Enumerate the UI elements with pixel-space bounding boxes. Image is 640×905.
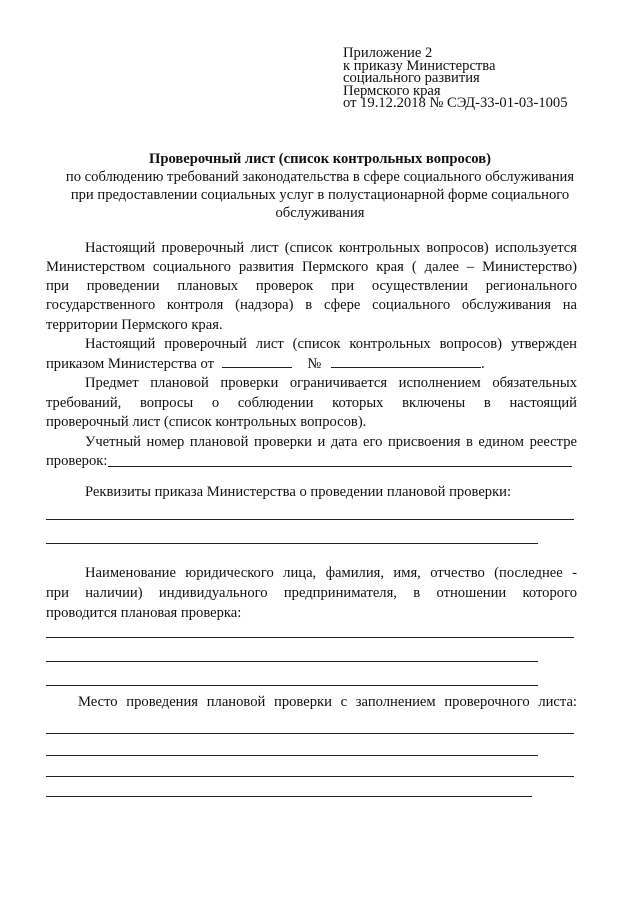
appendix-line-4: Пермского края — [343, 82, 441, 99]
p3-line-2: требований, вопросы о соблюдении которых включены в настоящий — [46, 395, 577, 411]
p4-line-1: Учетный номер плановой проверки и дата его присвоения в едином реестре — [85, 434, 577, 450]
period: . — [480, 356, 485, 372]
p2-line-2 — [46, 354, 485, 373]
appendix-line-1: Приложение 2 — [343, 45, 433, 61]
p1-line-3: при проведении плановых проверок при осуществлении регионального — [46, 278, 577, 294]
entity-name-blank-2 — [46, 661, 538, 662]
p7-line-1: Место проведения плановой проверки с заполнением проверочного листа: — [78, 694, 577, 710]
order-details-blank-2 — [46, 543, 538, 544]
p1-line-2: Министерством социального развития Пермского края ( далее – Министерство) — [46, 259, 577, 275]
order-number-blank — [331, 354, 481, 368]
location-blank-3 — [46, 776, 574, 777]
appendix-block — [343, 47, 568, 110]
p1-line-1: Настоящий проверочный лист (список контрольных вопросов) используется — [85, 240, 577, 256]
order-date-blank — [222, 354, 292, 368]
p1-line-4: государственного контроля (надзора) в сфере социального обслуживания на — [46, 297, 577, 313]
registry-number-blank — [108, 466, 572, 467]
appendix-line-5: от 19.12.2018 № СЭД-33-01-03-1005 — [343, 95, 568, 112]
p6-line-3: проводится плановая проверка: — [46, 605, 242, 621]
p3-line-1: Предмет плановой проверки ограничивается исполнением обязательных — [85, 375, 577, 391]
entity-name-blank-1 — [46, 637, 574, 638]
p3-line-3: проверочный лист (список контрольных вопросов). — [46, 414, 367, 430]
location-blank-1 — [46, 733, 574, 734]
number-sign: № — [307, 356, 322, 372]
p6-line-1: Наименование юридического лица, фамилия, имя, отчество (последнее - — [85, 565, 577, 581]
document-title: Проверочный лист (список контрольных вопросов) — [149, 151, 491, 167]
p2-line-1: Настоящий проверочный лист (список контрольных вопросов) утвержден — [85, 336, 577, 352]
entity-name-blank-3 — [46, 685, 538, 686]
p6-line-2: при наличии) индивидуального предпринимателя, в отношении которого — [46, 585, 577, 601]
p2-order-label: приказом Министерства от — [46, 356, 215, 372]
p1-line-5: территории Пермского края. — [46, 317, 223, 333]
p5-line-1: Реквизиты приказа Министерства о проведении плановой проверки: — [85, 484, 512, 500]
title-line-3: при предоставлении социальных услуг в полустационарной форме социального — [70, 187, 570, 203]
appendix-line-2: к приказу Министерства — [343, 57, 496, 74]
location-blank-4 — [46, 796, 532, 797]
title-line-2: по соблюдению требований законодательства в сфере социального обслуживания — [65, 169, 575, 185]
location-blank-2 — [46, 755, 538, 756]
title-line-4: обслуживания — [275, 205, 365, 221]
p4-line-2: проверок: — [46, 453, 108, 469]
appendix-line-3: социального развития — [343, 70, 480, 87]
order-details-blank-1 — [46, 519, 574, 520]
